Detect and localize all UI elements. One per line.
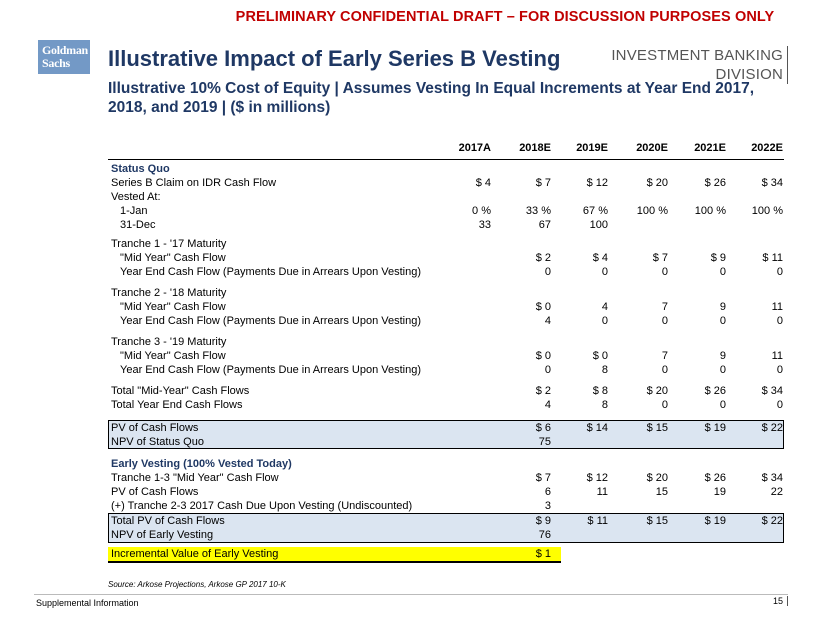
table-cell: 33 % [525, 205, 551, 217]
year-header: 2019E [576, 142, 608, 154]
table-cell: 76 [538, 529, 551, 541]
table-cell: 0 [544, 266, 551, 278]
table-row [108, 315, 784, 328]
table-cell: $ 4 [475, 177, 491, 189]
table-cell: $ 34 [761, 385, 783, 397]
row-label: Incremental Value of Early Vesting [111, 548, 279, 560]
table-cell: 67 [538, 219, 551, 231]
table-cell: 100 [589, 219, 608, 231]
table-cell: $ 19 [704, 515, 726, 527]
table-row [108, 238, 784, 251]
row-label: NPV of Early Vesting [111, 529, 214, 541]
table-row [108, 252, 784, 265]
table-cell: 0 [719, 399, 726, 411]
row-label: "Mid Year" Cash Flow [120, 350, 226, 362]
table-cell: 7 [661, 301, 668, 313]
table-cell: 0 [544, 364, 551, 376]
row-label: Year End Cash Flow (Payments Due in Arrears Upon Vesting) [120, 266, 422, 278]
table-cell: $ 7 [652, 252, 668, 264]
section-header-row [108, 163, 784, 176]
row-label: 1-Jan [120, 205, 148, 217]
table-cell: $ 2 [535, 252, 551, 264]
division-label [611, 46, 788, 84]
page-number: 15 [773, 596, 788, 606]
source-note: Source: Arkose Projections, Arkose GP 2017 10-K [108, 580, 286, 589]
goldman-sachs-logo [38, 40, 90, 74]
row-label: Early Vesting (100% Vested Today) [111, 458, 292, 470]
table-cell: 0 % [472, 205, 491, 217]
division-line-2: DIVISION [715, 66, 783, 83]
table-cell: 100 % [751, 205, 783, 217]
row-label: Year End Cash Flow (Payments Due in Arrears Upon Vesting) [120, 364, 422, 376]
table-cell: $ 7 [535, 472, 551, 484]
table-cell: 6 [544, 486, 551, 498]
table-cell: $ 11 [587, 515, 608, 527]
table-cell: 0 [719, 364, 726, 376]
table-row [108, 385, 784, 398]
row-label: Tranche 1 - '17 Maturity [111, 238, 227, 250]
table-cell: 19 [713, 486, 726, 498]
year-header: 2018E [519, 142, 551, 154]
table-row [108, 486, 784, 499]
table-cell: $ 26 [704, 472, 726, 484]
table-cell: 0 [601, 315, 608, 327]
table-cell: 4 [544, 399, 551, 411]
table-cell: 67 % [582, 205, 608, 217]
row-label: Year End Cash Flow (Payments Due in Arrears Upon Vesting) [120, 315, 422, 327]
table-cell: 100 % [694, 205, 726, 217]
year-header: 2017A [458, 142, 491, 154]
table-row [108, 205, 784, 218]
table-cell: $ 26 [704, 385, 726, 397]
row-label: Tranche 2 - '18 Maturity [111, 287, 227, 299]
table-row [108, 436, 784, 449]
table-cell: $ 34 [761, 177, 783, 189]
table-cell: 11 [596, 486, 608, 498]
table-cell: $ 0 [535, 350, 551, 362]
table-cell: 7 [661, 350, 668, 362]
table-cell: 0 [661, 364, 668, 376]
table-row [108, 515, 784, 528]
table-cell: 9 [719, 301, 726, 313]
table-row [108, 399, 784, 412]
table-cell: 8 [601, 364, 608, 376]
row-label: Status Quo [111, 163, 170, 175]
footer-divider [34, 594, 788, 595]
table-cell: 0 [719, 266, 726, 278]
table-cell: 4 [544, 315, 551, 327]
table-cell: 22 [770, 486, 783, 498]
confidential-banner: PRELIMINARY CONFIDENTIAL DRAFT – FOR DISCUSSION PURPOSES ONLY [235, 9, 775, 25]
row-label: "Mid Year" Cash Flow [120, 301, 226, 313]
row-label: Total "Mid-Year" Cash Flows [111, 385, 250, 397]
table-cell: $ 0 [592, 350, 608, 362]
table-row [108, 301, 784, 314]
table-cell: $ 15 [646, 422, 668, 434]
table-row [108, 529, 784, 542]
table-cell: 75 [538, 436, 551, 448]
table-cell: $ 1 [535, 548, 551, 560]
year-header: 2021E [694, 142, 726, 154]
table-cell: $ 6 [535, 422, 551, 434]
table-cell: 33 [478, 219, 491, 231]
table-row [108, 364, 784, 377]
table-row [108, 500, 784, 513]
table-row [108, 422, 784, 435]
table-row [108, 336, 784, 349]
row-label: PV of Cash Flows [111, 422, 199, 434]
table-cell: $ 4 [592, 252, 608, 264]
table-cell: 9 [719, 350, 726, 362]
footer-section-label: Supplemental Information [36, 598, 139, 608]
table-cell: $ 2 [535, 385, 551, 397]
table-cell: $ 7 [535, 177, 551, 189]
logo-line-2: Sachs [42, 56, 70, 70]
row-label: PV of Cash Flows [111, 486, 199, 498]
table-cell: 15 [655, 486, 668, 498]
table-cell: $ 0 [535, 301, 551, 313]
table-cell: $ 20 [646, 385, 668, 397]
table-cell: 3 [544, 500, 551, 512]
row-label: Tranche 3 - '19 Maturity [111, 336, 227, 348]
table-row [108, 287, 784, 300]
table-cell: 8 [601, 399, 608, 411]
table-cell: 0 [661, 315, 668, 327]
year-header: 2022E [751, 142, 783, 154]
row-label: NPV of Status Quo [111, 436, 204, 448]
table-cell: $ 15 [646, 515, 668, 527]
table-row [108, 191, 784, 204]
table-cell: 0 [776, 315, 783, 327]
table-row [108, 266, 784, 279]
year-header: 2020E [636, 142, 668, 154]
table-cell: $ 12 [586, 177, 608, 189]
row-label: (+) Tranche 2-3 2017 Cash Due Upon Vesting (Undiscounted) [111, 500, 413, 512]
table-cell: 0 [776, 364, 783, 376]
section-header-row [108, 458, 784, 471]
table-cell: $ 9 [710, 252, 726, 264]
row-label: Series B Claim on IDR Cash Flow [111, 177, 277, 189]
table-cell: 100 % [636, 205, 668, 217]
division-line-1: INVESTMENT BANKING [611, 47, 783, 64]
table-cell: 4 [601, 301, 608, 313]
table-cell: $ 8 [592, 385, 608, 397]
table-row [108, 177, 784, 190]
table-cell: $ 20 [646, 177, 668, 189]
page-subtitle: Illustrative 10% Cost of Equity | Assumes Vesting In Equal Increments at Year End 2017, 2018, and 2019 | ($ in millions) [108, 80, 755, 116]
row-label: "Mid Year" Cash Flow [120, 252, 226, 264]
table-cell: 0 [661, 266, 668, 278]
table-header [108, 141, 784, 160]
page-title: Illustrative Impact of Early Series B Vesting [108, 46, 561, 71]
table-cell: 0 [719, 315, 726, 327]
table-cell: $ 34 [761, 472, 783, 484]
table-cell: 11 [771, 350, 783, 362]
table-row [108, 548, 784, 561]
table-cell: $ 14 [586, 422, 608, 434]
table-cell: 0 [776, 399, 783, 411]
table-row [108, 350, 784, 363]
table-cell: 11 [771, 301, 783, 313]
table-cell: $ 20 [646, 472, 668, 484]
table-cell: $ 22 [761, 422, 783, 434]
table-cell: $ 11 [762, 252, 783, 264]
row-label: Vested At: [111, 191, 161, 203]
table-cell: $ 9 [535, 515, 551, 527]
table-cell: $ 12 [586, 472, 608, 484]
table-cell: $ 19 [704, 422, 726, 434]
row-label: Total PV of Cash Flows [111, 515, 225, 527]
table-row [108, 219, 784, 232]
table-cell: $ 26 [704, 177, 726, 189]
row-label: 31-Dec [120, 219, 156, 231]
table-row [108, 472, 784, 485]
row-label: Total Year End Cash Flows [111, 399, 243, 411]
table-cell: 0 [601, 266, 608, 278]
logo-line-1: Goldman [42, 43, 88, 57]
row-label: Tranche 1-3 "Mid Year" Cash Flow [111, 472, 279, 484]
table-cell: $ 22 [761, 515, 783, 527]
table-cell: 0 [776, 266, 783, 278]
table-cell: 0 [661, 399, 668, 411]
